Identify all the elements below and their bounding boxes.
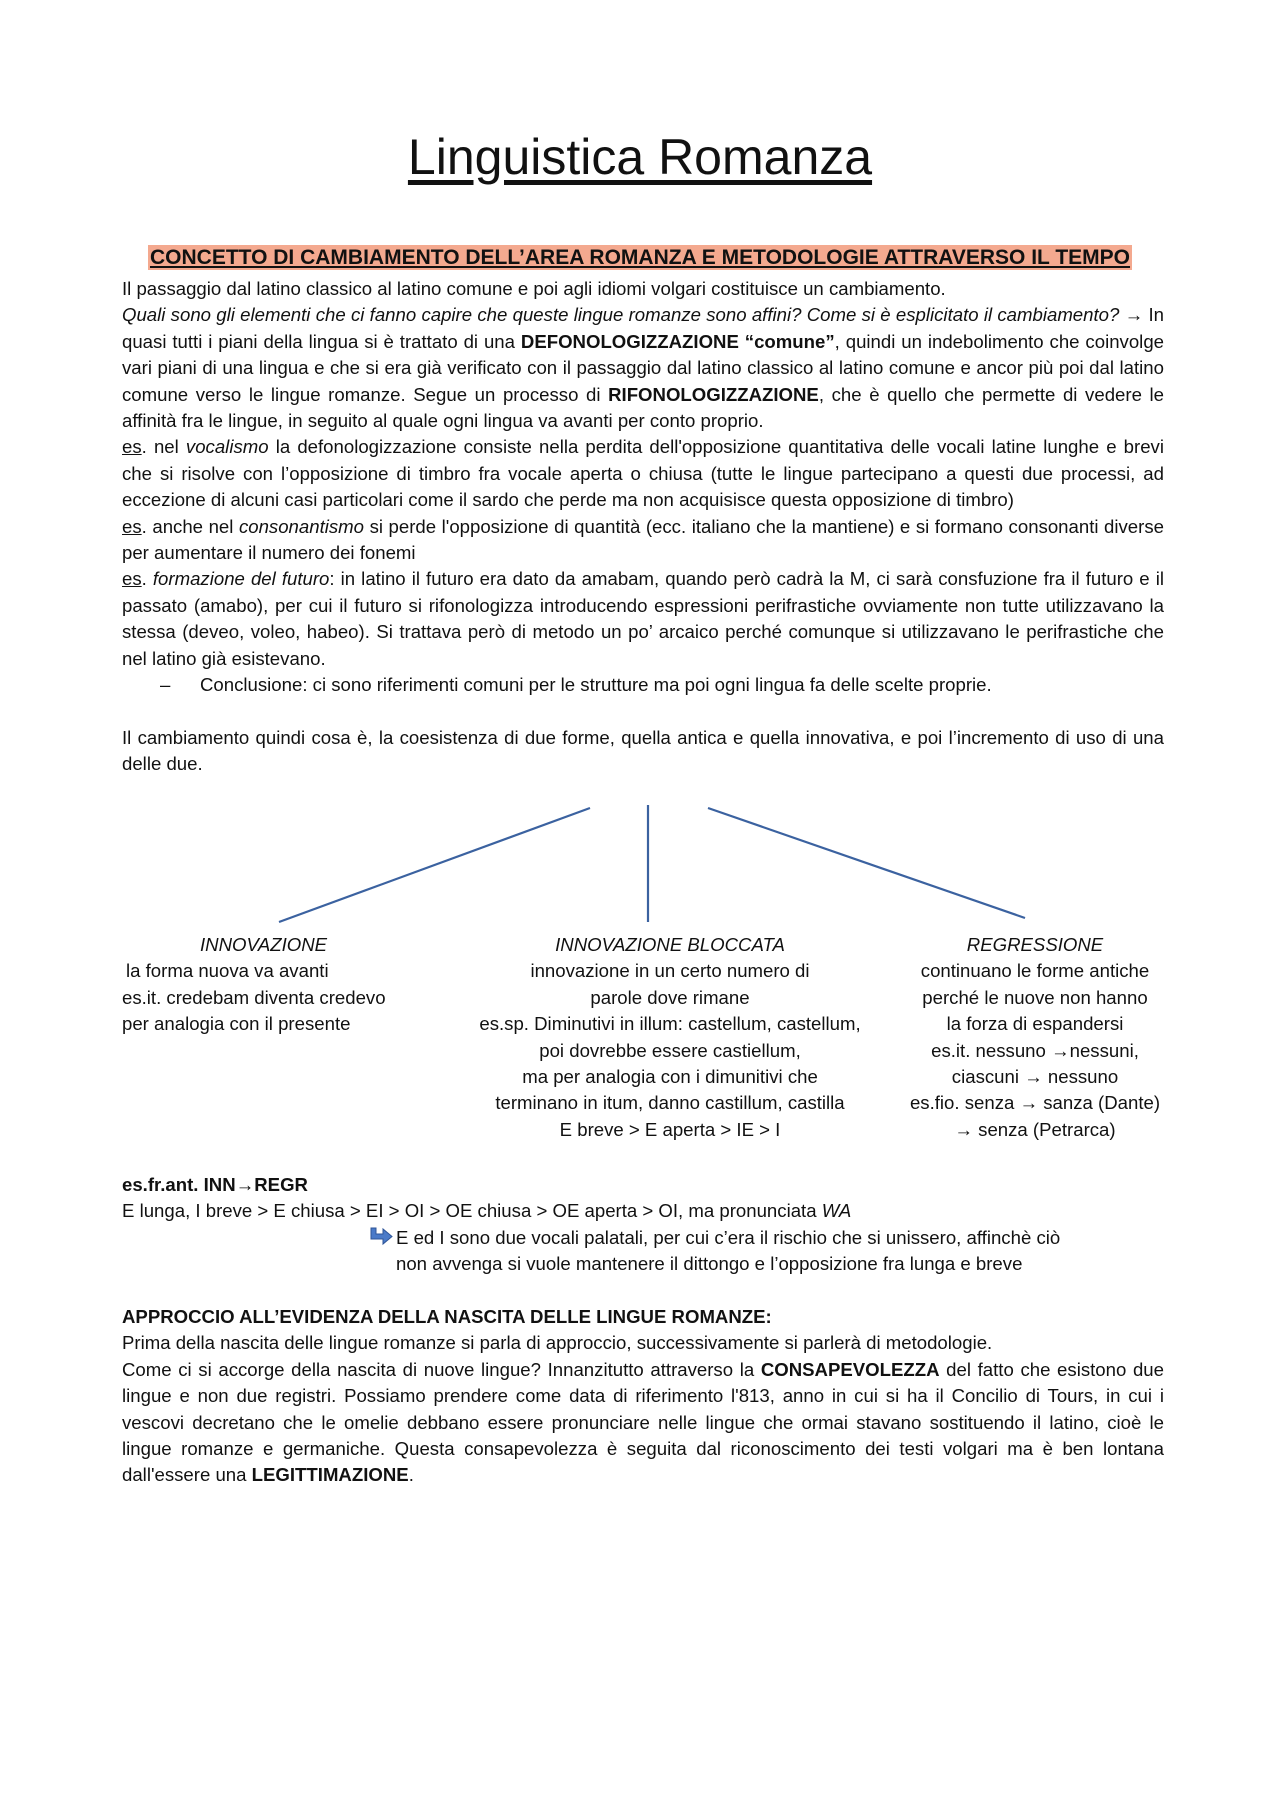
page-title: Linguistica Romanza	[407, 129, 873, 185]
old-french-example	[122, 1172, 1164, 1278]
section-heading-cambiamento	[0, 246, 1280, 270]
approccio-paragraph-1: Prima della nascita delle lingue romanze si parla di approccio, successivamente si parlerà di metodologie.	[122, 1332, 993, 1354]
section-body-cambiamento	[122, 276, 1164, 777]
column-line: es.fio. senza → sanza (Dante)	[909, 1092, 1161, 1114]
example-futuro: es. formazione del futuro: in latino il futuro era dato da amabam, quando però cadrà la M, ci sarà consfuzione fra il futuro e il passato (amabo), per cui il futuro si rifonologizza introducendo espressioni perifrastiche ovviamente non tutte utilizzavano la stessa (deveo, voleo, habeo). Si trattava però di metodo un po’ arcaico perché comunque si utilizzavano le perifrastiche che nel latino già esistevano.	[122, 568, 1164, 669]
column-line: ma per analogia con i dimunitivi che	[522, 1066, 818, 1088]
highlighted-heading-text: CONCETTO DI CAMBIAMENTO DELL’AREA ROMANZA E METODOLOGIE ATTRAVERSO IL TEMPO	[149, 246, 1131, 269]
defonologizzazione-paragraph: Quali sono gli elementi che ci fanno capire che queste lingue romanze sono affini? Come si è esplicitato il cambiamento? → In quasi tutti i piani della lingua si è trattato di una DEFONOLOGIZZAZIONE “comune”, quindi un indebolimento che coinvolge vari piani di una lingua e che si era già verificato con il passaggio dal latino classico al latino comune e ancor più poi dal latino comune verso le lingue romanze. Segue un processo di RIFONOLOGIZZAZIONE, che è quello che permette di vedere le affinità fra le lingue, in seguito al quale ogni lingua va avanti per conto proprio.	[122, 304, 1164, 432]
old-french-explanation-cont: non avvenga si vuole mantenere il dittongo e l’opposizione fra lunga e breve	[396, 1253, 1023, 1275]
section-body-approccio	[122, 1304, 1164, 1489]
column-line: ciascuni → nessuno	[951, 1066, 1119, 1088]
branch-line-innovazione	[279, 808, 590, 922]
column-line: la forma nuova va avanti	[126, 960, 329, 982]
bent-arrow-icon	[368, 1226, 394, 1248]
old-french-label: es.fr.ant. INN→REGR	[122, 1174, 308, 1195]
change-paragraph: Il cambiamento quindi cosa è, la coesistenza di due forme, quella antica e quella innovativa, e poi l’incremento di uso di una delle due.	[122, 726, 1164, 774]
column-line: E breve > E aperta > IE > I	[559, 1118, 781, 1140]
branch-line-regressione	[708, 808, 1025, 918]
column-line: perché le nuove non hanno	[922, 986, 1148, 1008]
column-line: es.it. credebam diventa credevo	[122, 986, 386, 1008]
column-line: la forza di espandersi	[946, 1013, 1124, 1035]
approccio-paragraph-2: Come ci si accorge della nascita di nuove lingue? Innanzitutto attraverso la CONSAPEVOLEZZA del fatto che esistono due lingue e non due registri. Possiamo prendere come data di riferimento l'813, anno in cui si ha il Concilio di Tours, in cui i vescovi decretano che le omelie debbano essere pronunciare nelle lingue che ormai stavano sostituendo il latino, cioè le lingue romanze e germaniche. Questa consapevolezza è seguita dal riconoscimento dei testi volgari ma è ben lontana dall'essere una LEGITTIMAZIONE.	[122, 1358, 1164, 1486]
conclusion-bullet: – Conclusione: ci sono riferimenti comuni per le strutture ma poi ogni lingua fa delle scelte proprie.	[160, 674, 992, 696]
column-regressione	[890, 932, 1180, 1143]
column-line: es.sp. Diminutivi in illum: castellum, castellum,	[479, 1013, 861, 1035]
column-line: per analogia con il presente	[122, 1013, 351, 1035]
column-line: poi dovrebbe essere castiellum,	[539, 1039, 801, 1061]
column-innovazione	[122, 932, 422, 1038]
example-vocalismo: es. nel vocalismo la defonologizzazione consiste nella perdita dell'opposizione quantitativa delle vocali latine lunghe e brevi che si risolve con l’opposizione di timbro fra vocale aperta o chiusa (tutte le lingue partecipano a questi due processi, ad eccezione di alcuni casi particolari come il sardo che perde ma non acquisisce questa opposizione di timbro)	[122, 436, 1164, 511]
column-innovazione-bloccata	[455, 932, 885, 1143]
column-heading-bloccata: INNOVAZIONE BLOCCATA	[555, 934, 785, 955]
column-line: es.it. nessuno →nessuni,	[931, 1039, 1139, 1061]
column-line: innovazione in un certo numero di	[530, 960, 810, 982]
example-consonantismo: es. anche nel consonantismo si perde l'opposizione di quantità (ecc. italiano che la mantiene) e si formano consonanti diverse per aumentare il numero dei fonemi	[122, 515, 1164, 564]
column-line: terminano in itum, danno castillum, castilla	[495, 1092, 845, 1114]
intro-paragraph: Il passaggio dal latino classico al latino comune e poi agli idiomi volgari costituisce un cambiamento.	[122, 278, 946, 299]
section-heading-approccio: APPROCCIO ALL’EVIDENZA DELLA NASCITA DELLE LINGUE ROMANZE:	[122, 1306, 772, 1327]
column-line: continuano le forme antiche	[920, 960, 1150, 982]
old-french-explanation: E ed I sono due vocali palatali, per cui c’era il rischio che si unissero, affinchè ciò	[122, 1225, 1164, 1251]
old-french-line: E lunga, I breve > E chiusa > EI > OI > OE chiusa > OE aperta > OI, ma pronunciata WA	[122, 1200, 852, 1222]
column-line: → senza (Petrarca)	[954, 1118, 1116, 1140]
column-line: parole dove rimane	[590, 986, 750, 1008]
column-heading-regressione: REGRESSIONE	[966, 934, 1104, 955]
column-heading-innovazione: INNOVAZIONE	[200, 934, 328, 955]
